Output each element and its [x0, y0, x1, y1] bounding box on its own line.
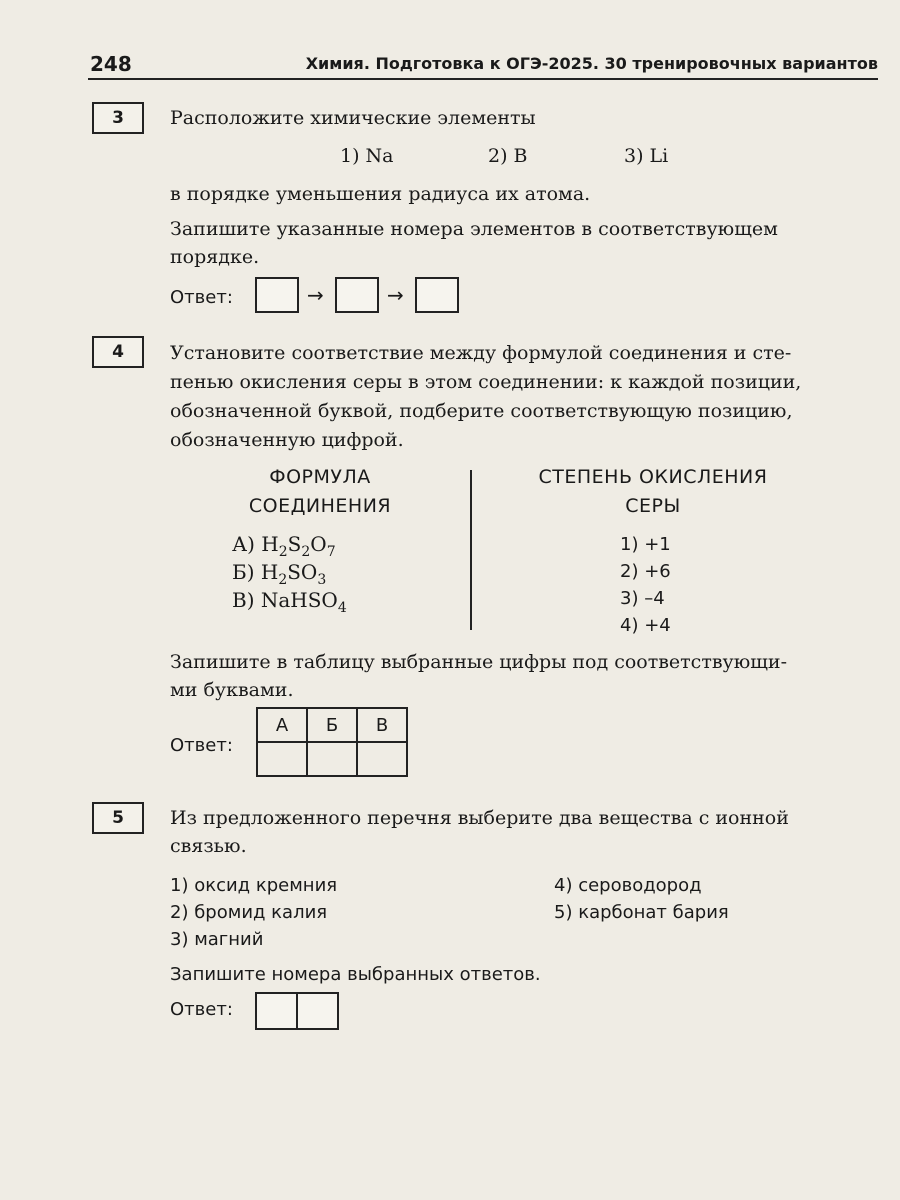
- q4-instruction-line1: Запишите в таблицу выбранные цифры под соответствующи-: [170, 651, 787, 673]
- q5-answer-box-2[interactable]: [296, 992, 339, 1030]
- q3-answer-box-2[interactable]: [335, 277, 379, 313]
- formula-c: В) NaHSO$_4$: [232, 588, 347, 616]
- page-header: [88, 50, 878, 80]
- oxidation-state-1: 1) +1: [620, 534, 671, 555]
- q5-answer-box-1[interactable]: [255, 992, 298, 1030]
- table-row: [257, 742, 407, 776]
- q5-answer-label: Ответ:: [170, 999, 233, 1020]
- question-number-5: 5: [92, 802, 144, 834]
- header-line: СОЕДИНЕНИЯ: [248, 495, 392, 517]
- q3-line2: в порядке уменьшения радиуса их атома.: [170, 183, 591, 205]
- formula-b: Б) $H_2SO_3$: [232, 560, 327, 588]
- table-header-b: Б: [307, 708, 357, 742]
- q3-option-1: 1) Na: [340, 145, 394, 167]
- column-divider: [470, 470, 472, 630]
- q3-line3: Запишите указанные номера элементов в соответствующем: [170, 218, 778, 240]
- q4-answer-table: [256, 707, 408, 777]
- answer-cell-c[interactable]: [357, 742, 407, 776]
- table-header-c: В: [357, 708, 407, 742]
- q4-line1: Установите соответствие между формулой соединения и сте-: [170, 342, 792, 364]
- q4-line2: пенью окисления серы в этом соединении: к каждой позиции,: [170, 371, 802, 393]
- q5-option-1: 1) оксид кремния: [170, 875, 338, 896]
- table-row: [257, 708, 407, 742]
- q3-answer-label: Ответ:: [170, 287, 233, 308]
- column-header-formula: [200, 463, 440, 521]
- q5-instruction: Запишите номера выбранных ответов.: [170, 964, 541, 985]
- oxidation-state-4: 4) +4: [620, 615, 671, 636]
- table-header-a: А: [257, 708, 307, 742]
- q3-option-3: 3) Li: [624, 145, 669, 167]
- header-line: СТЕПЕНЬ ОКИСЛЕНИЯ: [538, 466, 768, 488]
- answer-cell-b[interactable]: [307, 742, 357, 776]
- q5-line1: Из предложенного перечня выберите два вещества с ионной: [170, 807, 789, 829]
- q4-line3: обозначенной буквой, подберите соответствующую позицию,: [170, 400, 793, 422]
- q3-line4: порядке.: [170, 246, 260, 268]
- question-number-4: 4: [92, 336, 144, 368]
- header-line: ФОРМУЛА: [269, 466, 371, 488]
- question-number-3: 3: [92, 102, 144, 134]
- q5-option-3: 3) магний: [170, 929, 264, 950]
- q3-answer-box-1[interactable]: [255, 277, 299, 313]
- header-line: СЕРЫ: [625, 495, 681, 517]
- q5-option-5: 5) карбонат бария: [554, 902, 729, 923]
- arrow-icon: →: [387, 283, 404, 307]
- q3-option-2: 2) B: [488, 145, 528, 167]
- q4-answer-label: Ответ:: [170, 735, 233, 756]
- q4-line4: обозначенную цифрой.: [170, 429, 404, 451]
- q3-answer-box-3[interactable]: [415, 277, 459, 313]
- oxidation-state-3: 3) –4: [620, 588, 665, 609]
- book-title: Химия. Подготовка к ОГЭ-2025. 30 тренировочных вариантов: [305, 54, 878, 73]
- arrow-icon: →: [307, 283, 324, 307]
- formula-a: А) $H_2S_2O_7$: [232, 532, 336, 560]
- page-number: 248: [90, 52, 132, 76]
- column-header-oxidation: [488, 463, 818, 521]
- q5-line2: связью.: [170, 835, 247, 857]
- q3-line1: Расположите химические элементы: [170, 107, 536, 129]
- q5-option-2: 2) бромид калия: [170, 902, 328, 923]
- answer-cell-a[interactable]: [257, 742, 307, 776]
- oxidation-state-2: 2) +6: [620, 561, 671, 582]
- q5-option-4: 4) сероводород: [554, 875, 702, 896]
- q4-instruction-line2: ми буквами.: [170, 679, 294, 701]
